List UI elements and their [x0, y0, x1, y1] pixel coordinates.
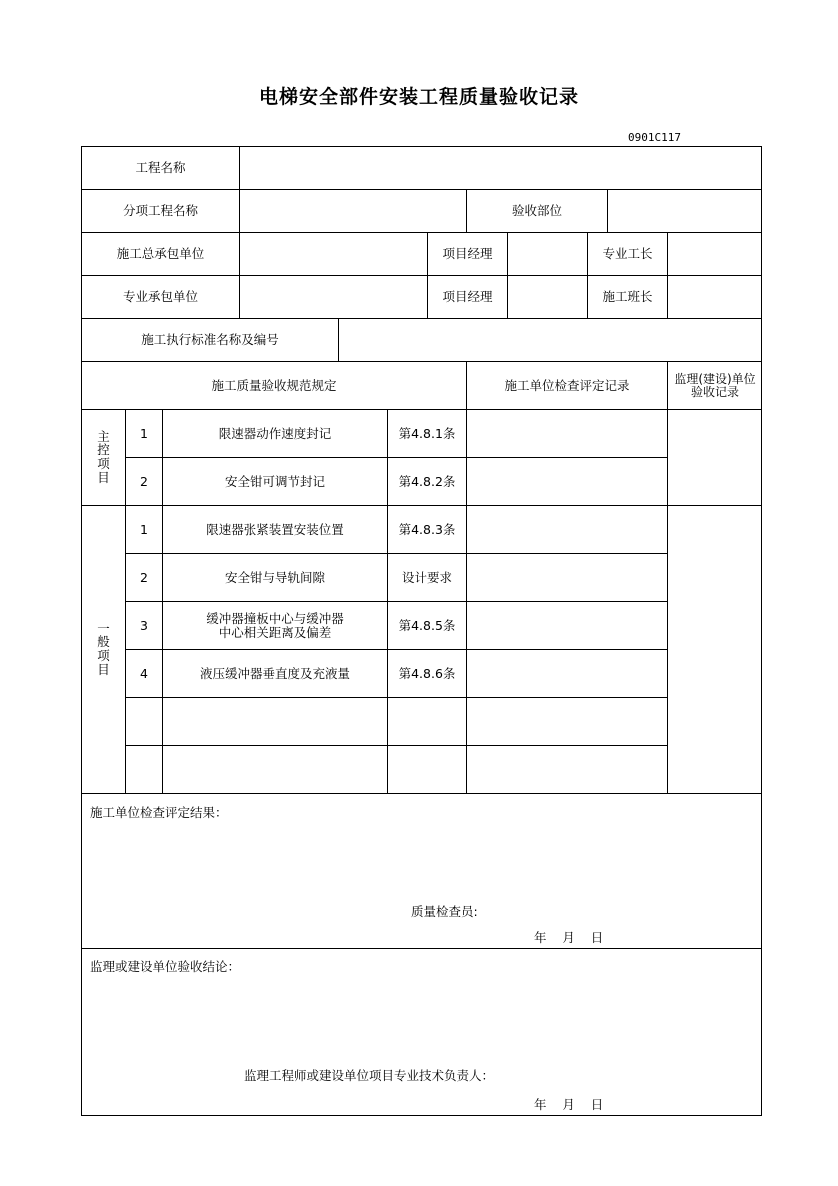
general-item-name [163, 602, 387, 649]
row-line [81, 793, 762, 794]
general-item-record[interactable] [467, 650, 667, 697]
vertical-label-char: 目 [97, 469, 110, 485]
general-item-no: 1 [140, 521, 148, 537]
general-supervisor-record[interactable] [668, 506, 761, 793]
standard-value[interactable] [339, 319, 761, 361]
contractor-record-header: 施工单位检查评定记录 [504, 377, 630, 393]
specialty-foreman-value[interactable] [668, 233, 761, 275]
main-control-item-no: 1 [140, 425, 148, 441]
main-control-group-label [88, 409, 119, 505]
supervisor-conclusion-label: 监理或建设单位验收结论： [90, 959, 241, 974]
supervisor-date: 年 月 日 [534, 1097, 604, 1112]
supervisor-signer-label: 监理工程师或建设单位项目专业技术负责人： [244, 1068, 495, 1083]
main-control-item-name: 安全钳可调节封记 [224, 473, 325, 489]
form-code: 0901C117 [628, 131, 681, 144]
general-contractor-value[interactable] [240, 233, 427, 275]
subproject-value[interactable] [240, 190, 466, 232]
spec-column-header: 施工质量验收规范规定 [211, 377, 337, 393]
general-item-name: 安全钳与导轨间隙 [224, 569, 325, 585]
table-border-right [761, 146, 762, 1116]
project-manager-value-2[interactable] [508, 276, 587, 318]
project-manager-value[interactable] [508, 233, 587, 275]
main-control-item-clause: 第4.8.1条 [398, 425, 456, 441]
contractor-result-label: 施工单位检查评定结果： [90, 805, 228, 820]
general-item-name-line2: 中心相关距离及偏差 [218, 624, 332, 640]
row-line [81, 948, 762, 949]
general-item-name-line1: 缓冲器撞板中心与缓冲器 [206, 610, 344, 626]
main-control-item-clause: 第4.8.2条 [398, 473, 456, 489]
general-item-name: 液压缓冲器垂直度及充液量 [199, 665, 350, 681]
vertical-label-char: 主 [97, 428, 110, 444]
vertical-label-char: 项 [97, 456, 110, 471]
sub-contractor-label: 专业承包单位 [122, 289, 198, 305]
quality-inspector-label: 质量检查员: [411, 904, 478, 919]
project-manager-label: 项目经理 [442, 246, 493, 262]
general-item-record[interactable] [467, 554, 667, 601]
general-contractor-label: 施工总承包单位 [116, 246, 205, 262]
general-item-clause: 设计要求 [401, 569, 452, 585]
general-item-record[interactable] [467, 506, 667, 553]
project-name-label: 工程名称 [135, 160, 186, 176]
vertical-label-char: 目 [97, 661, 110, 677]
vertical-label-char: 项 [97, 648, 110, 663]
team-leader-value[interactable] [668, 276, 761, 318]
vertical-label-char: 一 [97, 620, 110, 636]
supervisor-record-header: 监理(建设)单位验收记录 [674, 371, 756, 399]
acceptance-part-label: 验收部位 [511, 203, 562, 219]
main-control-item-no: 2 [140, 473, 148, 489]
vertical-label-char: 般 [97, 634, 110, 650]
general-empty-row[interactable] [467, 698, 667, 745]
main-control-item-record[interactable] [467, 410, 667, 457]
main-control-supervisor-record[interactable] [668, 410, 761, 505]
general-item-no: 4 [140, 665, 148, 681]
general-group-label [88, 505, 119, 793]
general-item-clause: 第4.8.5条 [398, 617, 456, 633]
contractor-date: 年 月 日 [534, 930, 604, 945]
page-title: 电梯安全部件安装工程质量验收记录 [258, 86, 579, 108]
subproject-label: 分项工程名称 [122, 203, 198, 219]
general-item-name: 限速器张紧装置安装位置 [206, 521, 344, 537]
specialty-foreman-label: 专业工长 [602, 246, 653, 262]
general-item-clause: 第4.8.3条 [398, 521, 456, 537]
general-item-no: 3 [140, 617, 148, 633]
main-control-item-record[interactable] [467, 458, 667, 505]
sub-contractor-value[interactable] [240, 276, 427, 318]
general-item-clause: 第4.8.6条 [398, 665, 456, 681]
general-item-record[interactable] [467, 602, 667, 649]
main-control-item-name: 限速器动作速度封记 [218, 425, 332, 441]
vertical-label-char: 控 [97, 442, 110, 458]
table-border-bottom [81, 1115, 762, 1116]
acceptance-part-value[interactable] [608, 190, 761, 232]
team-leader-label: 施工班长 [602, 289, 653, 305]
standard-label: 施工执行标准名称及编号 [141, 332, 279, 348]
project-name-value[interactable] [240, 147, 761, 189]
general-item-no: 2 [140, 569, 148, 585]
general-empty-row[interactable] [467, 746, 667, 793]
project-manager-label-2: 项目经理 [442, 289, 493, 305]
